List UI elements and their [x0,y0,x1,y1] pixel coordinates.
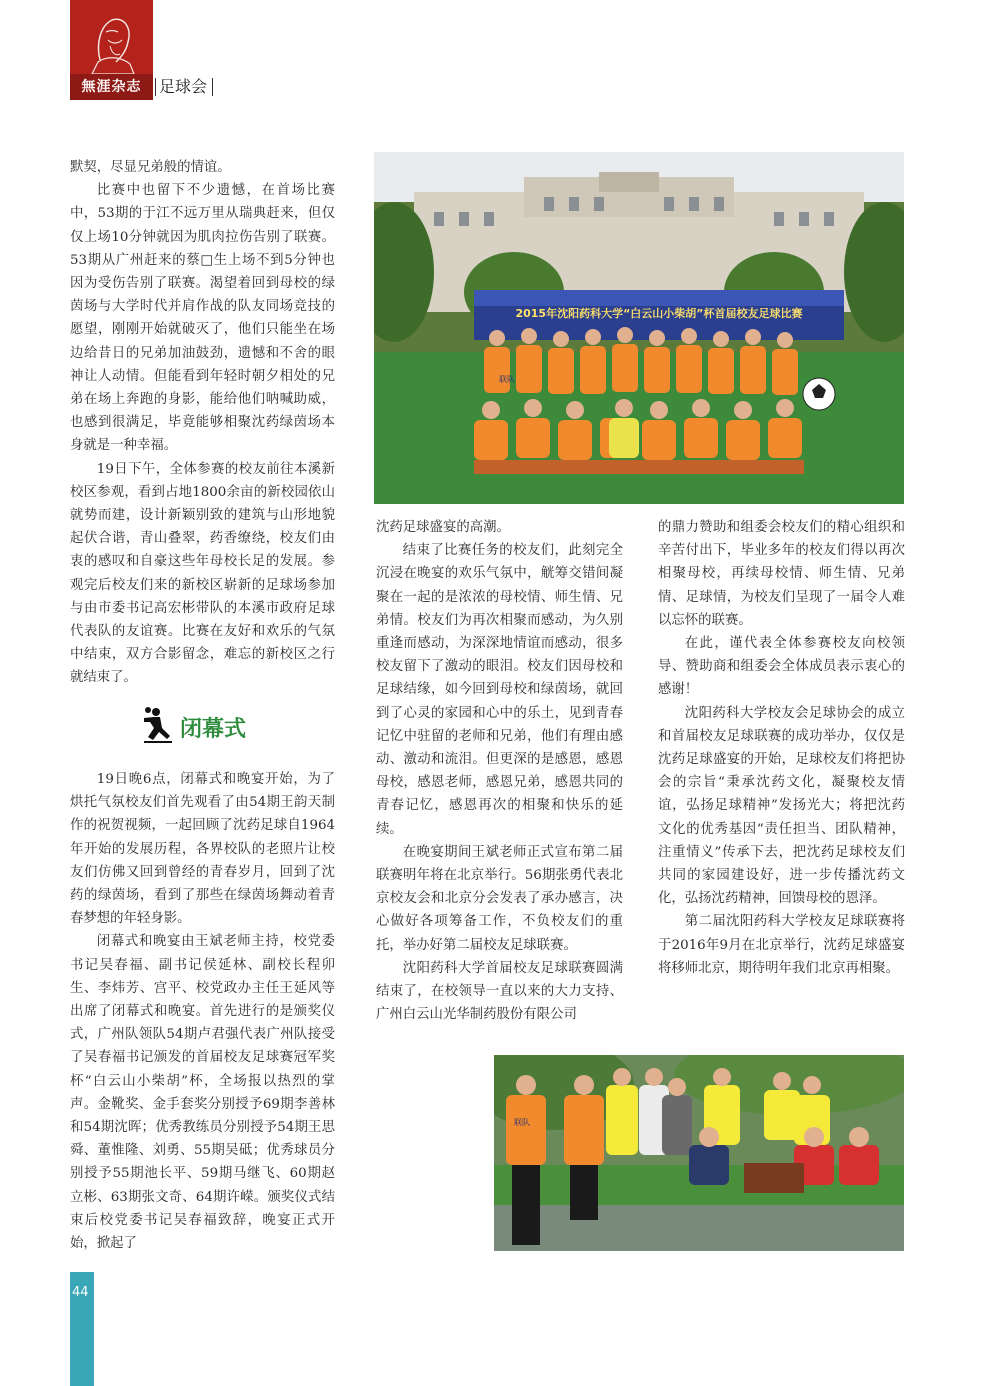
section-title: 闭幕式 [180,717,247,742]
banner-text: 2015年沈阳药科大学“白云山小柴胡”杯首届校友足球比赛 [515,307,803,320]
soccer-player-icon [140,706,176,746]
paragraph: 沈阳药科大学首届校友足球联赛圆满结束了，在校领导一直以来的大力支持、广州白云山光华制药股份有限公司 [376,960,623,1023]
shirt-text: 联队 [514,1118,530,1127]
paragraph: 19日晚6点，闭幕式和晚宴开始，为了烘托气氛校友们首先观看了由54期王韵天制作的祝贺视频，一起回顾了沈药足球自1964年开始的发展历程，各界校队的老照片让校友们仿佛又回到曾经的青春岁月，回到了沈药的绿茵场，看到了那些在绿茵场舞动着青春梦想的年轻身影。 [70,772,335,927]
header-divider [155,78,156,96]
column-1-bottom [70,768,335,1255]
sideline-photo [494,1055,904,1251]
section-label: 足球会 [159,77,208,96]
paragraph: 在晚宴期间王斌老师正式宣布第二届联赛明年将在北京举行。56期张勇代表北京校友会和北京分会发表了承办感言，决心做好各项筹备工作，不负校友们的重托，举办好第二届校友足球联赛。 [376,844,623,953]
paragraph: 的鼎力赞助和组委会校友们的精心组织和辛苦付出下，毕业多年的校友们得以再次相聚母校，再续母校情、师生情、兄弟情、足球情，为校友们呈现了一届令人难以忘怀的联赛。 [658,520,905,628]
portrait-sketch-icon [70,0,153,74]
team-photo-illustration [374,152,904,504]
sideline-photo-illustration [494,1055,904,1251]
paragraph: 闭幕式和晚宴由王斌老师主持，校党委书记吴春福、副书记侯延林、副校长程卯生、李炜芳、宫平、校党政办主任王延风等出席了闭幕式和晚宴。首先进行的是颁奖仪式，广州队领队54期卢君强代表广州队接受了吴春福书记颁发的首届校友足球赛冠军奖杯“白云山小柴胡”杯，全场报以热烈的掌声。金靴奖、金手套奖分别授予69期李善林和54期沈晖；优秀教练员分别授予54期王思舜、董惟隆、刘勇、55期吴砥；优秀球员分别授予55期池长平、59期马继飞、60期赵立彬、63期张文奇、64期许嵘。颁奖仪式结束后校党委书记吴春福致辞，晚宴正式开始，掀起了 [70,934,335,1252]
paragraph: 比赛中也留下不少遗憾，在首场比赛中，53期的于江不远万里从瑞典赶来，但仅仅上场10分钟就因为肌肉拉伤告别了联赛。53期从广州赶来的蔡□生上场不到5分钟也因为受伤告别了联赛。渴望着回到母校的绿茵场与大学时代并肩作战的队友同场竞技的愿望，刚刚开始就破灭了，他们只能坐在场边给昔日的兄弟加油鼓劲，遗憾和不舍的眼神让人动情。但能看到年轻时朝夕相处的兄弟在场上奔跑的身影，能给他们呐喊助威，也感到很满足，毕竟能够相聚沈药绿茵场本身就是一种幸福。 [70,183,335,454]
header-divider [212,78,213,96]
column-2 [376,516,623,1026]
paragraph: 第二届沈阳药科大学校友足球联赛将于2016年9月在北京举行，沈药足球盛宴将移师北京，期待明年我们北京再相聚。 [658,914,905,976]
team-group-photo [374,152,904,504]
paragraph: 在此，谨代表全体参赛校友向校领导、赞助商和组委会全体成员表示衷心的感谢！ [658,636,905,698]
paragraph: 沈药足球盛宴的高潮。 [376,520,510,535]
shirt-text: 联队 [499,375,515,384]
column-3 [658,516,905,980]
paragraph: 沈阳药科大学校友会足球协会的成立和首届校友足球联赛的成功举办，仅仅是沈药足球盛宴的开始，足球校友们将把协会的宗旨“秉承沈药文化，凝聚校友情谊，弘扬足球精神”发扬光大；将把沈药文化的优秀基因“责任担当、团队精神，注重情义”传承下去，把沈药足球校友们共同的家园建设好，进一步传播沈药文化，弘扬沈药精神，回馈母校的恩泽。 [658,705,905,907]
paragraph: 19日下午，全体参赛的校友前往本溪新校区参观，看到占地1800余亩的新校园依山就势而建，设计新颖别致的建筑与山形地貌起伏合谐，青山叠翠，药香缭绕，校友们由衷的感叹和自豪这些年母校长足的发展。参观完后校友们来的新校区崭新的足球场参加与由市委书记高宏彬带队的本溪市政府足球代表队的友谊赛。比赛在友好和欢乐的气氛中结束，双方合影留念，难忘的新校区之行就结束了。 [70,461,335,686]
page-number: 44 [72,1285,89,1300]
paragraph: 结束了比赛任务的校友们，此刻完全沉浸在晚宴的欢乐气氛中，觥筹交错间凝聚在一起的是浓浓的母校情、师生情、兄弟情。校友们为再次相聚而感动，为久别重逢而感动，为深深地情谊而感动，很多校友留下了激动的眼泪。校友们因母校和足球结缘，如今回到母校和绿茵场，就回到了心灵的家园和心中的乐土，见到青春记忆中驻留的老师和兄弟，他们有理由感动、激动和流泪。但更深的是感恩，感恩母校，感恩老师，感恩兄弟，感恩共同的青春记忆，感恩再次的相聚和快乐的延续。 [376,543,623,837]
magazine-brand: 無涯杂志 [70,74,153,100]
paragraph: 默契，尽显兄弟般的情谊。 [70,160,231,175]
column-1-top [70,156,335,690]
